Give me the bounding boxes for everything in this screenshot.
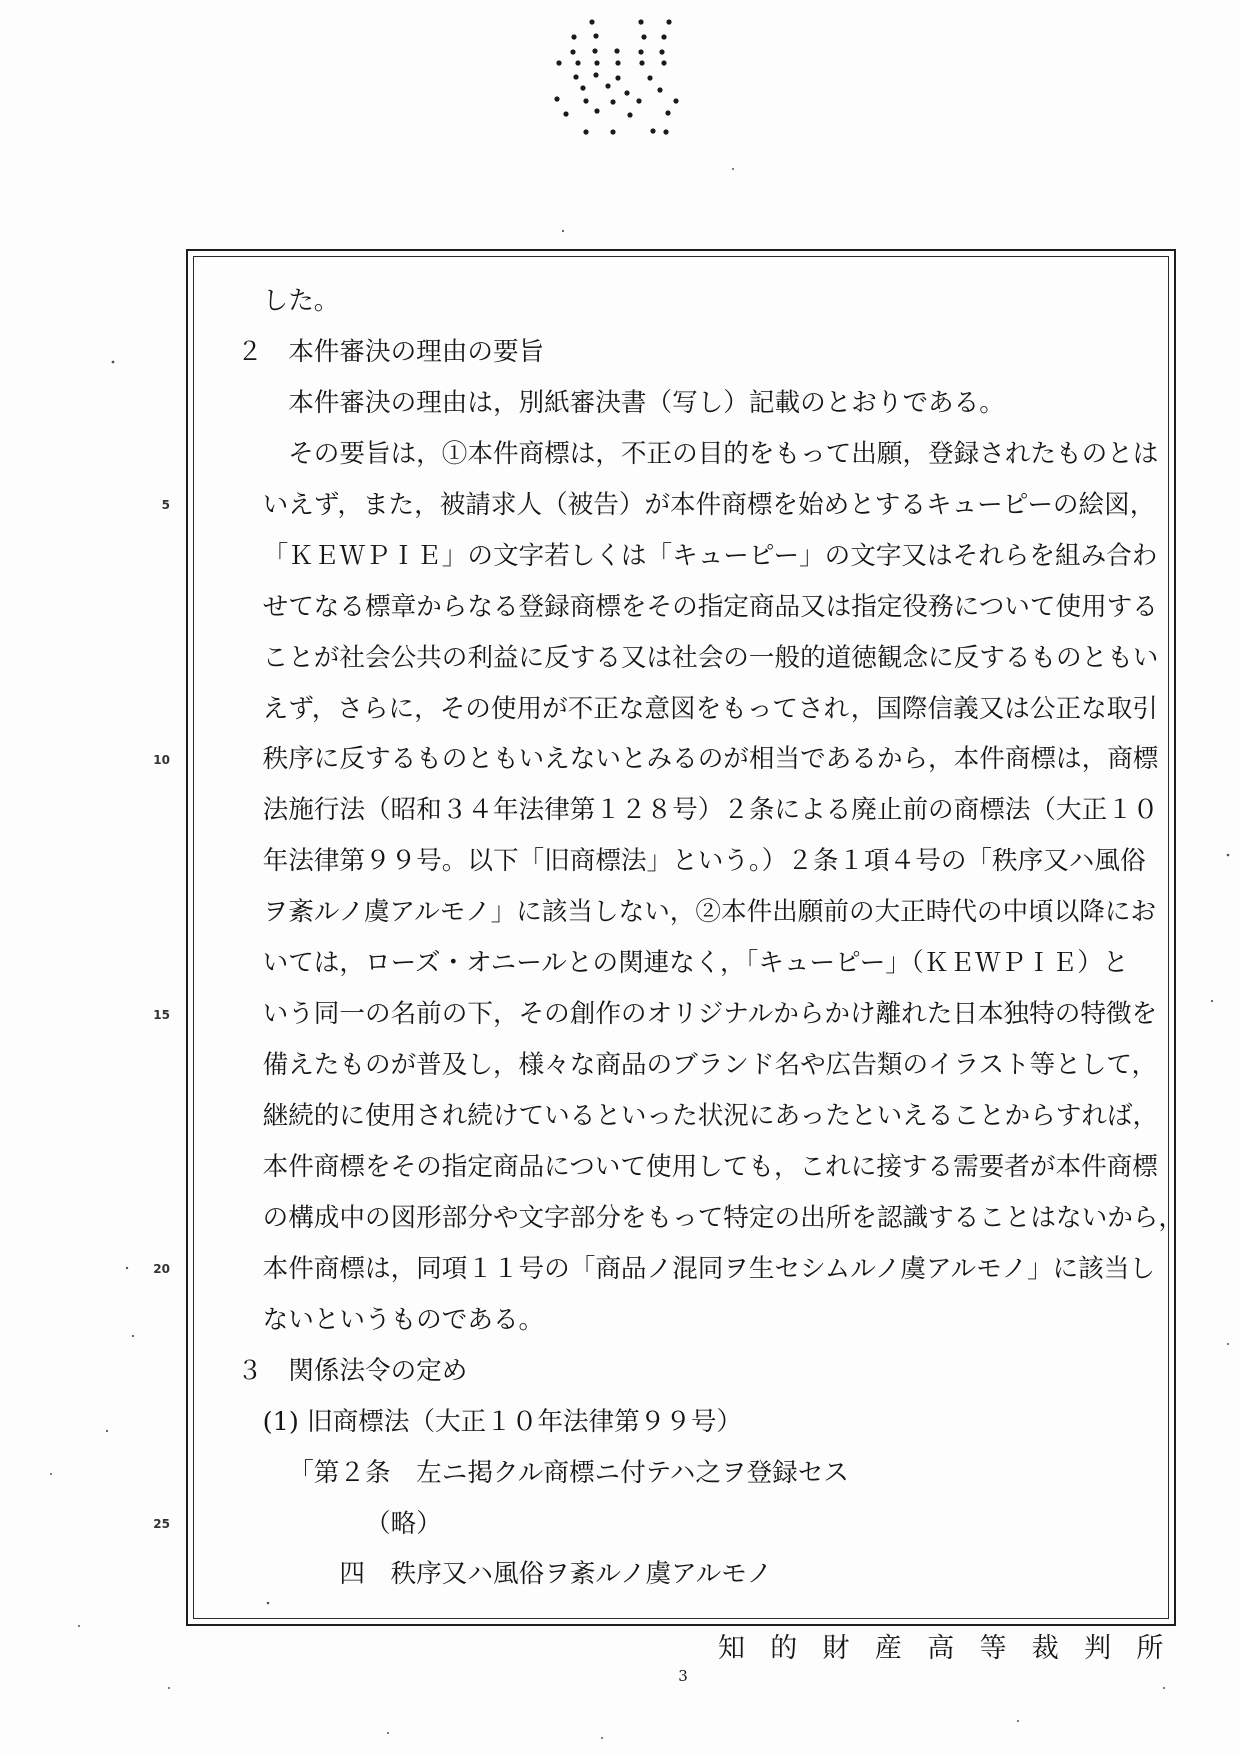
- section-heading: ２ 本件審決の理由の要旨: [237, 336, 545, 367]
- perforation-dot: [605, 83, 610, 88]
- perforation-dot: [673, 98, 678, 103]
- body-text-line: 「ＫＥＷＰＩＥ」の文字若しくは「キューピー」の文字又はそれらを組み合わ: [262, 540, 1158, 571]
- perforation-dot: [627, 112, 632, 117]
- scan-speck: [387, 1732, 389, 1734]
- scan-speck: [112, 361, 115, 364]
- perforation-dot: [610, 129, 615, 134]
- body-text-line: ないというものである。: [262, 1304, 545, 1335]
- scan-speck: [562, 230, 564, 232]
- perforation-dot: [589, 19, 594, 24]
- perforation-dot: [583, 129, 588, 134]
- scan-speck: [126, 1267, 128, 1269]
- body-text-line: えず，さらに，その使用が不正な意図をもってされ，国際信義又は公正な取引: [262, 693, 1158, 724]
- body-text-line: いう同一の名前の下，その創作のオリジナルからかけ離れた日本独特の特徴を: [262, 999, 1158, 1030]
- body-text-line: した。: [262, 286, 340, 316]
- perforation-dot: [661, 34, 666, 39]
- scan-speck: [1227, 1343, 1229, 1345]
- line-number: 25: [153, 1517, 170, 1531]
- body-text-line: 本件商標は，同項１１号の「商品ノ混同ヲ生セシムルノ虞アルモノ」に該当し: [262, 1253, 1156, 1284]
- line-number: 20: [153, 1262, 170, 1276]
- perforation-dot: [563, 111, 568, 116]
- body-text-line: 継続的に使用され続けているといった状況にあったといえることからすれば，: [262, 1101, 1159, 1131]
- scan-speck: [601, 1737, 603, 1739]
- statute-omission-line: （略）: [365, 1508, 442, 1539]
- perforation-dot: [641, 34, 646, 39]
- perforation-dot: [610, 99, 615, 104]
- perforation-dot: [571, 34, 576, 39]
- perforation-dot: [650, 128, 655, 133]
- perforation-dot: [570, 49, 575, 54]
- body-text-line: せてなる標章からなる登録商標をその指定商品又は指定役務について使用する: [262, 591, 1158, 622]
- body-text-line: ヲ紊ルノ虞アルモノ」に該当しない，②本件出願前の大正時代の中頃以降にお: [262, 897, 1157, 928]
- scan-speck: [1163, 1687, 1165, 1689]
- perforation-dot: [556, 60, 561, 65]
- body-text-line: 年法律第９９号。以下「旧商標法」という。）２条１項４号の「秩序又ハ風俗: [262, 846, 1146, 877]
- body-text-line: いえず，また，被請求人（被告）が本件商標を始めとするキューピーの絵図，: [262, 489, 1156, 520]
- section-heading: ３ 関係法令の定め: [237, 1355, 468, 1386]
- body-text-line: 本件商標をその指定商品について使用しても，これに接する需要者が本件商標: [262, 1151, 1158, 1182]
- perforation-dot: [554, 96, 559, 101]
- body-text-line: その要旨は，①本件商標は，不正の目的をもって出願，登録されたものとは: [288, 438, 1159, 469]
- scan-speck: [106, 1430, 108, 1432]
- perforation-dot: [594, 108, 599, 113]
- perforation-dot: [583, 98, 588, 103]
- page-number: 3: [678, 1667, 688, 1685]
- body-text-line: 法施行法（昭和３４年法律第１２８号）２条による廃止前の商標法（大正１０: [262, 795, 1159, 826]
- line-number: 15: [153, 1008, 170, 1022]
- scan-speck: [1227, 854, 1230, 857]
- perforation-dot: [614, 48, 619, 53]
- scan-speck: [1211, 1000, 1213, 1002]
- perforation-dot: [580, 85, 585, 90]
- perforation-dot: [575, 60, 580, 65]
- statute-article-line: 「第２条 左ニ掲クル商標ニ付テハ之ヲ登録セス: [288, 1457, 849, 1488]
- perforation-dot: [657, 87, 662, 92]
- scan-speck: [168, 1687, 170, 1689]
- perforation-dot: [615, 60, 620, 65]
- scan-speck: [78, 1625, 80, 1627]
- line-number: 10: [153, 753, 170, 767]
- body-text-line: 本件審決の理由は，別紙審決書（写し）記載のとおりである。: [288, 387, 1005, 418]
- perforation-dot: [592, 48, 597, 53]
- scan-speck: [732, 168, 734, 170]
- perforation-dot: [615, 75, 620, 80]
- perforation-dot: [665, 110, 670, 115]
- body-text-line: いては，ローズ・オニールとの関連なく，「キューピー」（ＫＥＷＰＩＥ）と: [262, 948, 1129, 979]
- body-text-line: ことが社会公共の利益に反する又は社会の一般的道徳観念に反するものともい: [262, 642, 1159, 673]
- perforation-dot: [647, 75, 652, 80]
- perforation-dot: [573, 74, 578, 79]
- body-text-line: 秩序に反するものともいえないとみるのが相当であるから，本件商標は，商標: [262, 744, 1159, 775]
- perforation-dot: [593, 33, 598, 38]
- perforation-dot: [636, 98, 641, 103]
- perforation-dot: [593, 72, 598, 77]
- perforation-dot: [663, 129, 668, 134]
- subsection-heading: (1) 旧商標法（大正１０年法律第９９号）: [262, 1406, 743, 1437]
- scan-speck: [132, 1335, 134, 1337]
- perforation-dot: [639, 60, 644, 65]
- perforation-dot: [661, 60, 666, 65]
- line-number: 5: [161, 498, 170, 512]
- statute-item-line: 四 秩序又ハ風俗ヲ紊ルノ虞アルモノ: [339, 1559, 773, 1590]
- perforation-dot: [624, 90, 629, 95]
- perforation-dot: [659, 49, 664, 54]
- body-text-line: の構成中の図形部分や文字部分をもって特定の出所を認識することはないから，: [262, 1202, 1184, 1233]
- court-name: 知的財産高等裁判所: [718, 1633, 1189, 1664]
- perforation-dot: [594, 60, 599, 65]
- body-text-line: 備えたものが普及し，様々な商品のブランド名や広告類のイラスト等として，: [262, 1050, 1158, 1081]
- scan-speck: [1017, 1720, 1019, 1722]
- perforation-dot: [638, 19, 643, 24]
- scan-speck: [50, 1473, 52, 1475]
- perforation-dot: [666, 19, 671, 24]
- perforation-dot: [638, 49, 643, 54]
- document-body: [237, 276, 1187, 1600]
- perforation-dot-pattern: [554, 19, 678, 134]
